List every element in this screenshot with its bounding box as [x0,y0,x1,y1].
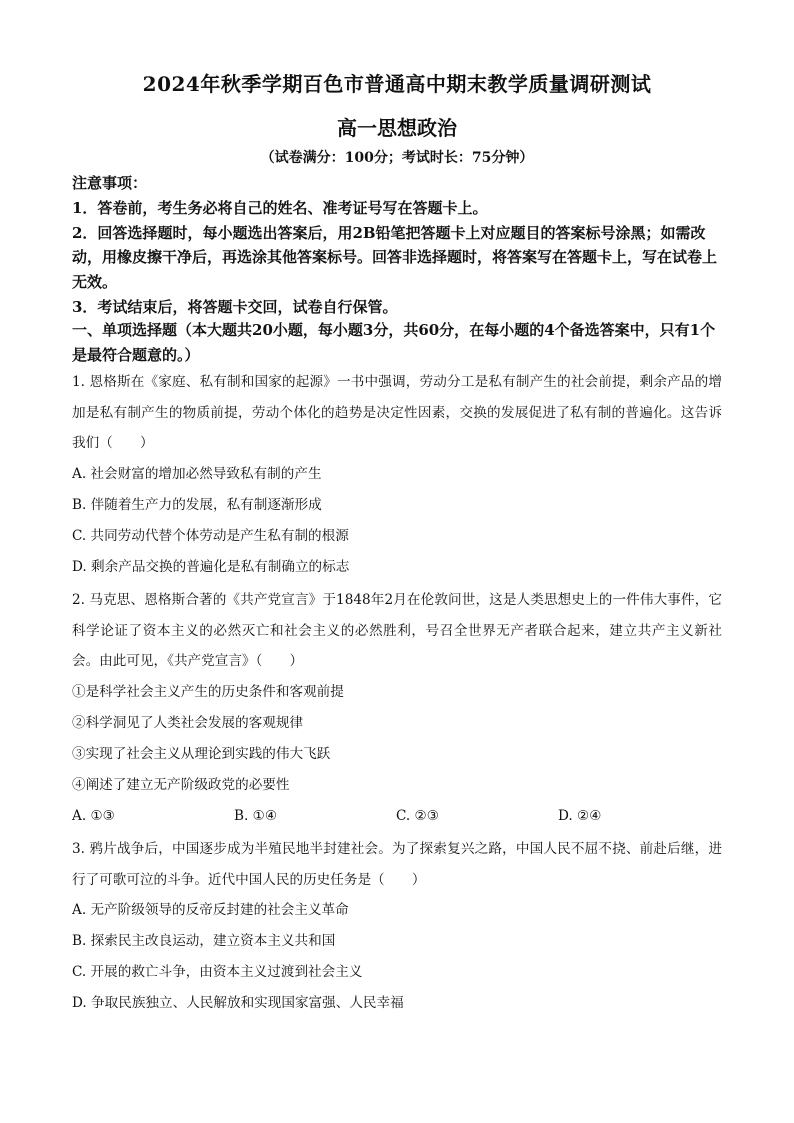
notice-item: 1．答卷前，考生务必将自己的姓名、准考证号写在答题卡上。 [72,198,488,217]
option-c: C. ②③ [396,807,439,824]
notice-heading: 注意事项： [72,174,148,192]
exam-subject: 高一思想政治 [337,116,457,140]
question-stem: 1. 恩格斯在《家庭、私有制和国家的起源》一书中强调，劳动分工是私有制产生的社会前提，剩余产品的增加是私有制产生的物质前提，劳动个体化的趋势是决定性因素，交换的发展促进了私有制的普遍化。这告诉我们（ ） [72,374,722,451]
question-2 [72,585,722,832]
statement-1: ①是科学社会主义产生的历史条件和客观前提 [72,683,344,700]
section-heading: 一、单项选择题（本大题共20小题，每小题3分，共60分，在每小题的4个备选答案中，只有1个是最符合题意的。） [72,321,716,364]
option-a: A. 社会财富的增加必然导致私有制的产生 [72,465,322,482]
question-3 [72,834,722,1019]
option-a: A. 无产阶级领导的反帝反封建的社会主义革命 [72,902,349,918]
option-b: B. ①④ [234,807,278,824]
option-a: A. ①③ [72,807,115,824]
option-c: C. 开展的救亡斗争，由资本主义过渡到社会主义 [72,964,363,980]
question-1 [72,367,722,583]
option-row [72,801,722,832]
notice-item: 2．回答选择题时，每小题选出答案后，用2B铅笔把答题卡上对应题目的答案标号涂黑；如需改动，用橡皮擦干净后，再选涂其他答案标号。回答非选择题时，将答案写在答题卡上，写在试卷上无效。 [72,223,718,292]
question-stem: 2. 马克思、恩格斯合著的《共产党宣言》于1848年2月在伦敦问世，这是人类思想史上的一件伟大事件，它科学论证了资本主义的必然灭亡和社会主义的必然胜利，号召全世界无产者联合起来，建立共产主义新社会。由此可见，《共产党宣言》（ ） [72,592,722,669]
option-b: B. 伴随着生产力的发展，私有制逐渐形成 [72,496,322,513]
option-b: B. 探索民主改良运动，建立资本主义共和国 [72,933,336,949]
option-d: D. 剩余产品交换的普遍化是私有制确立的标志 [72,558,350,575]
question-stem: 3. 鸦片战争后，中国逐步成为半殖民地半封建社会。为了探索复兴之路，中国人民不屈不挠、前赴后继，进行了可歌可泣的斗争。近代中国人民的历史任务是（ ） [72,841,722,888]
notice-block [72,171,722,320]
exam-meta: （试卷满分：100分；考试时长：75分钟） [260,150,534,166]
statement-3: ③实现了社会主义从理论到实践的伟大飞跃 [72,745,331,762]
option-c: C. 共同劳动代替个体劳动是产生私有制的根源 [72,527,349,544]
option-d: D. 争取民族独立、人民解放和实现国家富强、人民幸福 [72,995,404,1011]
option-d: D. ②④ [558,807,602,824]
notice-item: 3．考试结束后，将答题卡交回，试卷自行保管。 [72,297,398,316]
exam-title: 2024年秋季学期百色市普通高中期末教学质量调研测试 [142,72,652,96]
statement-4: ④阐述了建立无产阶级政党的必要性 [72,776,290,793]
statement-2: ②科学洞见了人类社会发展的客观规律 [72,714,304,731]
